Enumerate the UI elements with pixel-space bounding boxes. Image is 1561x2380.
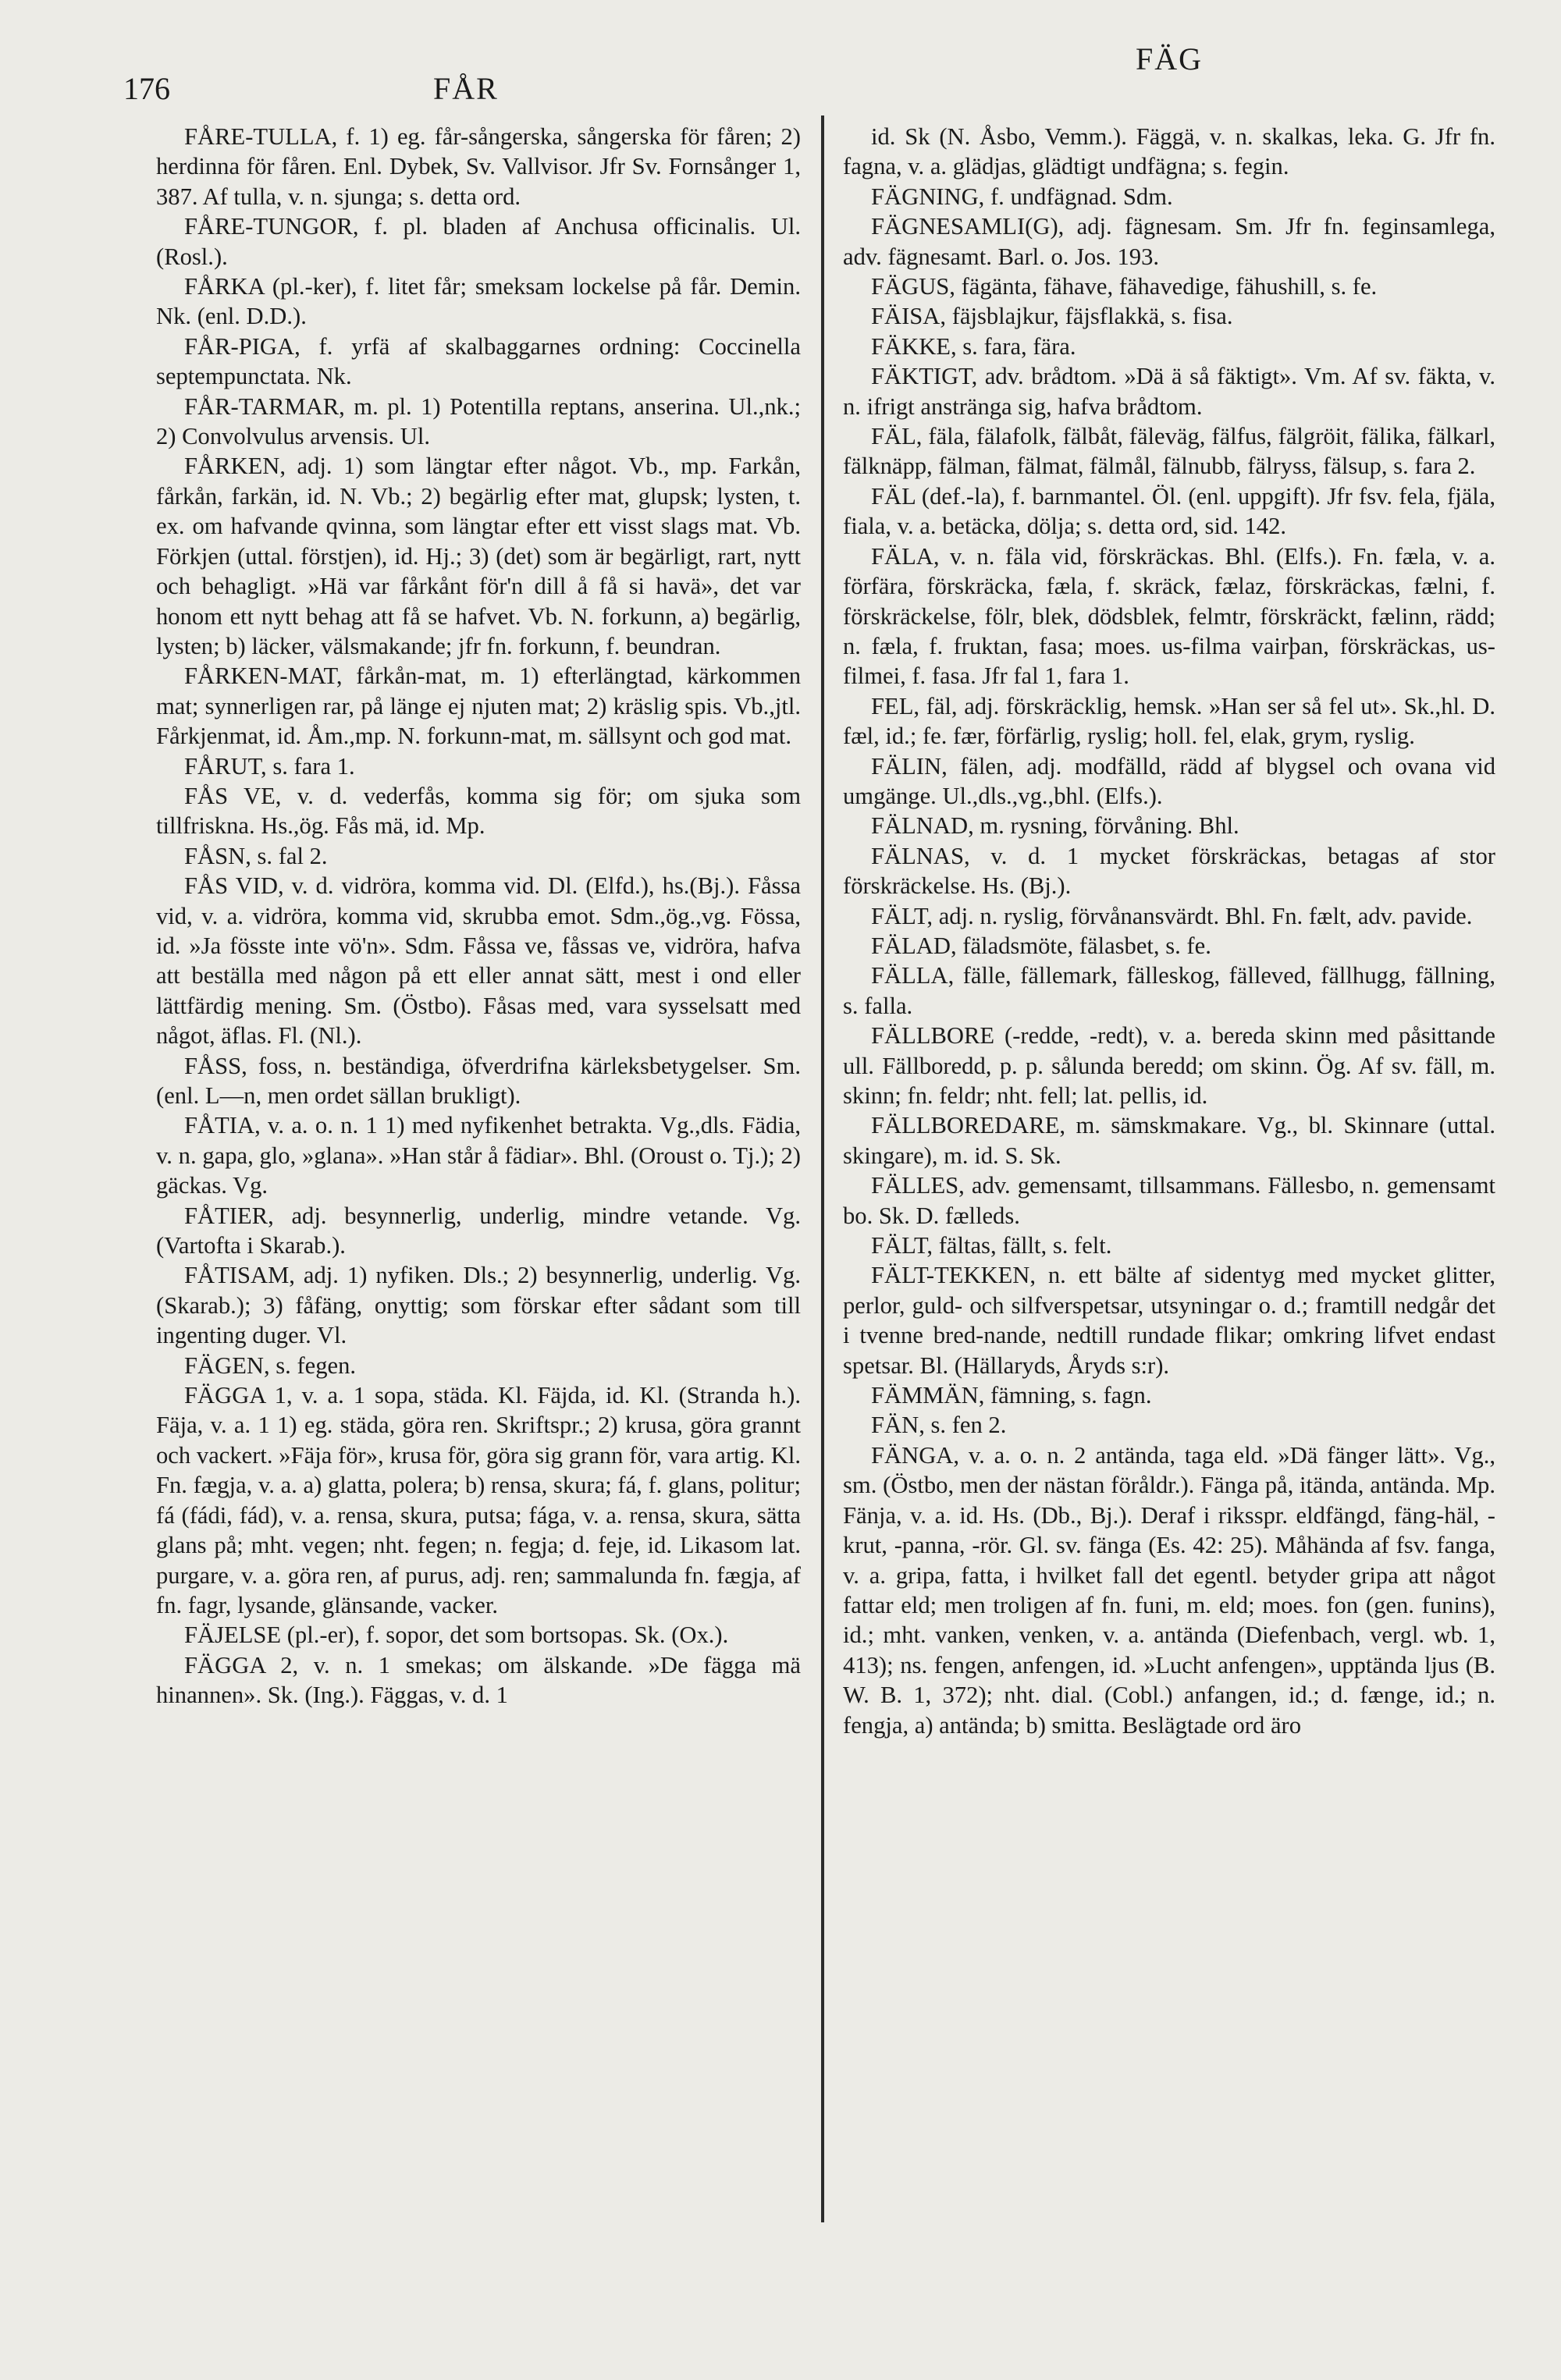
dictionary-entry: FÄISA, fäjsblajkur, fäjsflakkä, s. fisa.	[871, 303, 1233, 330]
dictionary-entry: FÅR-PIGA, f. yrfä af skalbaggarnes ordning: Coccinella septempunctata. Nk.	[156, 332, 801, 390]
dictionary-entry: FÅSN, s. fal 2.	[184, 842, 328, 869]
dictionary-entry: FÄGNING, f. undfägnad. Sdm.	[871, 183, 1173, 210]
dictionary-entry: FÄKTIGT, adv. brådtom. »Dä ä så fäktigt». Vm. Af sv. fäkta, v. n. ifrigt anstränga sig, hafva brådtom.	[843, 363, 1495, 420]
dictionary-entry: FÄLLBORE (-redde, -redt), v. a. bereda skinn med påsittande ull. Fällboredd, p. p. sålunda beredd; om skinn. Ög. Af sv. fäll, m. skinn; fn. feldr; nht. fell; lat. pellis, id.	[843, 1022, 1495, 1109]
dictionary-entry: FÅRKEN-MAT, fårkån-mat, m. 1) efterlängtad, kärkommen mat; synnerligen rar, på länge ej njuten mat; 2) kräslig spis. Vb.,jtl. Fårkjenmat, id. Åm.,mp. N. forkunn-mat, m. sällsynt och god mat.	[156, 662, 801, 750]
dictionary-entry: FÅTIER, adj. besynnerlig, underlig, mindre vetande. Vg. (Vartofta i Skarab.).	[156, 1202, 801, 1259]
dictionary-entry: FÄLNAS, v. d. 1 mycket förskräckas, betagas af stor förskräckelse. Hs. (Bj.).	[843, 842, 1495, 900]
dictionary-entry: id. Sk (N. Åsbo, Vemm.). Fäggä, v. n. skalkas, leka. G. Jfr fn. fagna, v. a. glädjas, glädtigt undfägna; s. fegin.	[843, 123, 1495, 180]
dictionary-entry: FÅS VE, v. d. vederfås, komma sig för; om sjuka som tillfriskna. Hs.,ög. Fås mä, id. Mp.	[156, 782, 801, 840]
dictionary-entry: FÄN, s. fen 2.	[871, 1412, 1007, 1439]
dictionary-entry: FÄL (def.-la), f. barnmantel. Öl. (enl. uppgift). Jfr fsv. fela, fjäla, fiala, v. a. betäcka, dölja; s. detta ord, sid. 142.	[843, 482, 1495, 540]
dictionary-entry: FÄJELSE (pl.-er), f. sopor, det som bortsopas. Sk. (Ox.).	[184, 1622, 729, 1649]
dictionary-entry: FÄGUS, fägänta, fähave, fähavedige, fähushill, s. fe.	[871, 273, 1378, 300]
dictionary-entry: FÄLLA, fälle, fällemark, fälleskog, fälleved, fällhugg, fällning, s. falla.	[843, 962, 1495, 1019]
dictionary-entry: FEL, fäl, adj. förskräcklig, hemsk. »Han ser så fel ut». Sk.,hl. D. fæl, id.; fe. fær, förfärlig, ryslig; holl. fel, elak, grym, ryslig.	[843, 692, 1495, 750]
dictionary-entry: FÅRUT, s. fara 1.	[184, 752, 355, 780]
dictionary-entry: FÄLT, fältas, fällt, s. felt.	[871, 1232, 1112, 1259]
right-column	[843, 122, 1495, 2330]
dictionary-entry: FÄL, fäla, fälafolk, fälbåt, fäleväg, fälfus, fälgröit, fälika, fälkarl, fälknäpp, fälman, fälmat, fälmål, fälnubb, fälryss, fälsup, s. fara 2.	[843, 423, 1495, 480]
dictionary-entry: FÅRE-TUNGOR, f. pl. bladen af Anchusa officinalis. Ul. (Rosl.).	[156, 213, 801, 270]
dictionary-entry: FÄGGA 2, v. n. 1 smekas; om älskande. »De fägga mä hinannen». Sk. (Ing.). Fäggas, v. d. 1	[156, 1651, 801, 1709]
dictionary-entry: FÄLT-TEKKEN, n. ett bälte af sidentyg med mycket glitter, perlor, guld- och silfverspetsar, utsyningar o. d.; framtill nedgår det i tvenne bred-nande, nedtill rundade flikar; omkring lifvet endast spetsar. Bl. (Hällaryds, Åryds s:r).	[843, 1262, 1495, 1379]
left-running-headword: FÅR	[433, 71, 499, 106]
dictionary-entry: FÄLNAD, m. rysning, förvåning. Bhl.	[871, 812, 1239, 840]
column-divider	[821, 115, 824, 2222]
dictionary-entry: FÅRKA (pl.-ker), f. litet får; smeksam lockelse på får. Demin. Nk. (enl. D.D.).	[156, 273, 801, 330]
dictionary-entry: FÄKKE, s. fara, fära.	[871, 332, 1076, 360]
dictionary-entry: FÄGNESAMLI(G), adj. fägnesam. Sm. Jfr fn. feginsamlega, adv. fägnesamt. Barl. o. Jos. 193.	[843, 213, 1495, 270]
dictionary-entry: FÄNGA, v. a. o. n. 2 antända, taga eld. »Dä fänger lätt». Vg., sm. (Östbo, men der nästan föråldr.). Fänga på, itända, antända. Mp. Fänja, v. a. id. Hs. (Db., Bj.). Deraf i riksspr. eldfängd, fäng-häl, -krut, -panna, -rör. Gl. sv. fänga (Es. 42: 25). Måhända af fsv. fanga, v. a. gripa, fatta, i hvilket fall det egentl. betyder gripa att något fattar eld; men troligen af fn. funi, m. eld; moes. fon (gen. funins), id.; mht. vanken, venken, v. a. antända (Diefenbach, vergl. wb. 1, 413); ns. fengen, anfengen, id. »Lucht anfengen», upptända ljus (B. W. B. 1, 372); nht. dial. (Cobl.) anfangen, id.; d. fænge, id.; n. fengja, a) antända; b) smitta. Beslägtade ord äro	[843, 1441, 1495, 1739]
dictionary-entry: FÄLAD, fäladsmöte, fälasbet, s. fe.	[871, 932, 1211, 959]
page-header	[0, 41, 1561, 108]
dictionary-entry: FÄLIN, fälen, adj. modfälld, rädd af blygsel och ovana vid umgänge. Ul.,dls.,vg.,bhl. (Elfs.).	[843, 752, 1495, 809]
left-column	[156, 122, 801, 2330]
dictionary-entry: FÄLT, adj. n. ryslig, förvånansvärdt. Bhl. Fn. fælt, adv. pavide.	[871, 902, 1473, 929]
dictionary-entry: FÄMMÄN, fämning, s. fagn.	[871, 1382, 1152, 1409]
dictionary-entry: FÄGGA 1, v. a. 1 sopa, städa. Kl. Fäjda, id. Kl. (Stranda h.). Fäja, v. a. 1 1) eg. städa, göra ren. Skriftspr.; 2) krusa, göra grannt och vackert. »Fäja för», krusa för, göra sig grann för, vara artig. Kl. Fn. fægja, v. a. a) glatta, polera; b) rensa, skura; fá, f. glans, politur; fá (fádi, fád), v. a. rensa, skura, putsa; fága, v. a. rensa, skura, sätta glans på; mht. vegen; nht. fegen; n. fegja; d. feje, id. Likasom lat. purgare, v. a. göra ren, af purus, adj. ren; sammalunda fn. fægja, af fn. fagr, lysande, glänsande, vacker.	[156, 1382, 801, 1618]
dictionary-entry: FÅR-TARMAR, m. pl. 1) Potentilla reptans, anserina. Ul.,nk.; 2) Convolvulus arvensis. Ul.	[156, 393, 801, 450]
dictionary-entry: FÄLA, v. n. fäla vid, förskräckas. Bhl. (Elfs.). Fn. fæla, v. a. förfära, förskräcka, fæla, f. skräck, fælaz, förskräckas, fælni, f. förskräckelse, fölr, blek, dödsblek, felmtr, förskräckt, fælinn, rädd; n. fæla, f. fruktan, fasa; moes. us-filma vairþan, förskräckas, us-filmei, f. fasa. Jfr fal 1, fara 1.	[843, 542, 1495, 690]
dictionary-entry: FÄLLBOREDARE, m. sämskmakare. Vg., bl. Skinnare (uttal. skingare), m. id. S. Sk.	[843, 1112, 1495, 1169]
dictionary-entry: FÄLLES, adv. gemensamt, tillsammans. Fällesbo, n. gemensamt bo. Sk. D. fælleds.	[843, 1172, 1495, 1229]
dictionary-entry: FÅRKEN, adj. 1) som längtar efter något. Vb., mp. Farkån, fårkån, farkän, id. N. Vb.; 2) begärlig efter mat, glupsk; lysten, t. ex. om hafvande qvinna, som längtar efter ett visst slags mat. Vb. Förkjen (uttal. förstjen), id. Hj.; 3) (det) som är begärligt, rart, nytt och behagligt. »Hä var fårkånt för'n dill å få si havä», det var honom ett nytt behag att få se hafvet. Vb. N. forkunn, a) begärlig, lysten; b) läcker, välsmakande; jfr fn. forkunn, f. beundran.	[156, 453, 801, 659]
dictionary-entry: FÅSS, foss, n. beständiga, öfverdrifna kärleksbetygelser. Sm. (enl. L—n, men ordet sällan brukligt).	[156, 1052, 801, 1109]
dictionary-entry: FÅTIA, v. a. o. n. 1 1) med nyfikenhet betrakta. Vg.,dls. Fädia, v. n. gapa, glo, »glana». »Han står å fädiar». Bhl. (Oroust o. Tj.); 2) gäckas. Vg.	[156, 1112, 801, 1199]
dictionary-entry: FÄGEN, s. fegen.	[184, 1352, 357, 1379]
dictionary-entry: FÅTISAM, adj. 1) nyfiken. Dls.; 2) besynnerlig, underlig. Vg. (Skarab.); 3) fåfäng, onyttig; som förskar efter sådant som till ingenting duger. Vl.	[156, 1262, 801, 1349]
page-number: 176	[123, 71, 170, 106]
dictionary-entry: FÅS VID, v. d. vidröra, komma vid. Dl. (Elfd.), hs.(Bj.). Fåssa vid, v. a. vidröra, komma vid, skrubba emot. Sdm.,ög.,vg. Fössa, id. »Ja fösste inte vö'n». Sdm. Fåssa ve, fåssas ve, vidröra, hafva att beställa med någon på ett eller annat sätt, mest i ond eller lättfärdig mening. Sm. (Östbo). Fåsas med, vara sysselsatt med något, äflas. Fl. (Nl.).	[156, 872, 801, 1050]
right-running-headword: FÄG	[1136, 41, 1204, 76]
dictionary-entry: FÅRE-TULLA, f. 1) eg. får-sångerska, sångerska för fåren; 2) herdinna för fåren. Enl. Dybek, Sv. Vallvisor. Jfr Sv. Fornsånger 1, 387. Af tulla, v. n. sjunga; s. detta ord.	[156, 123, 801, 210]
